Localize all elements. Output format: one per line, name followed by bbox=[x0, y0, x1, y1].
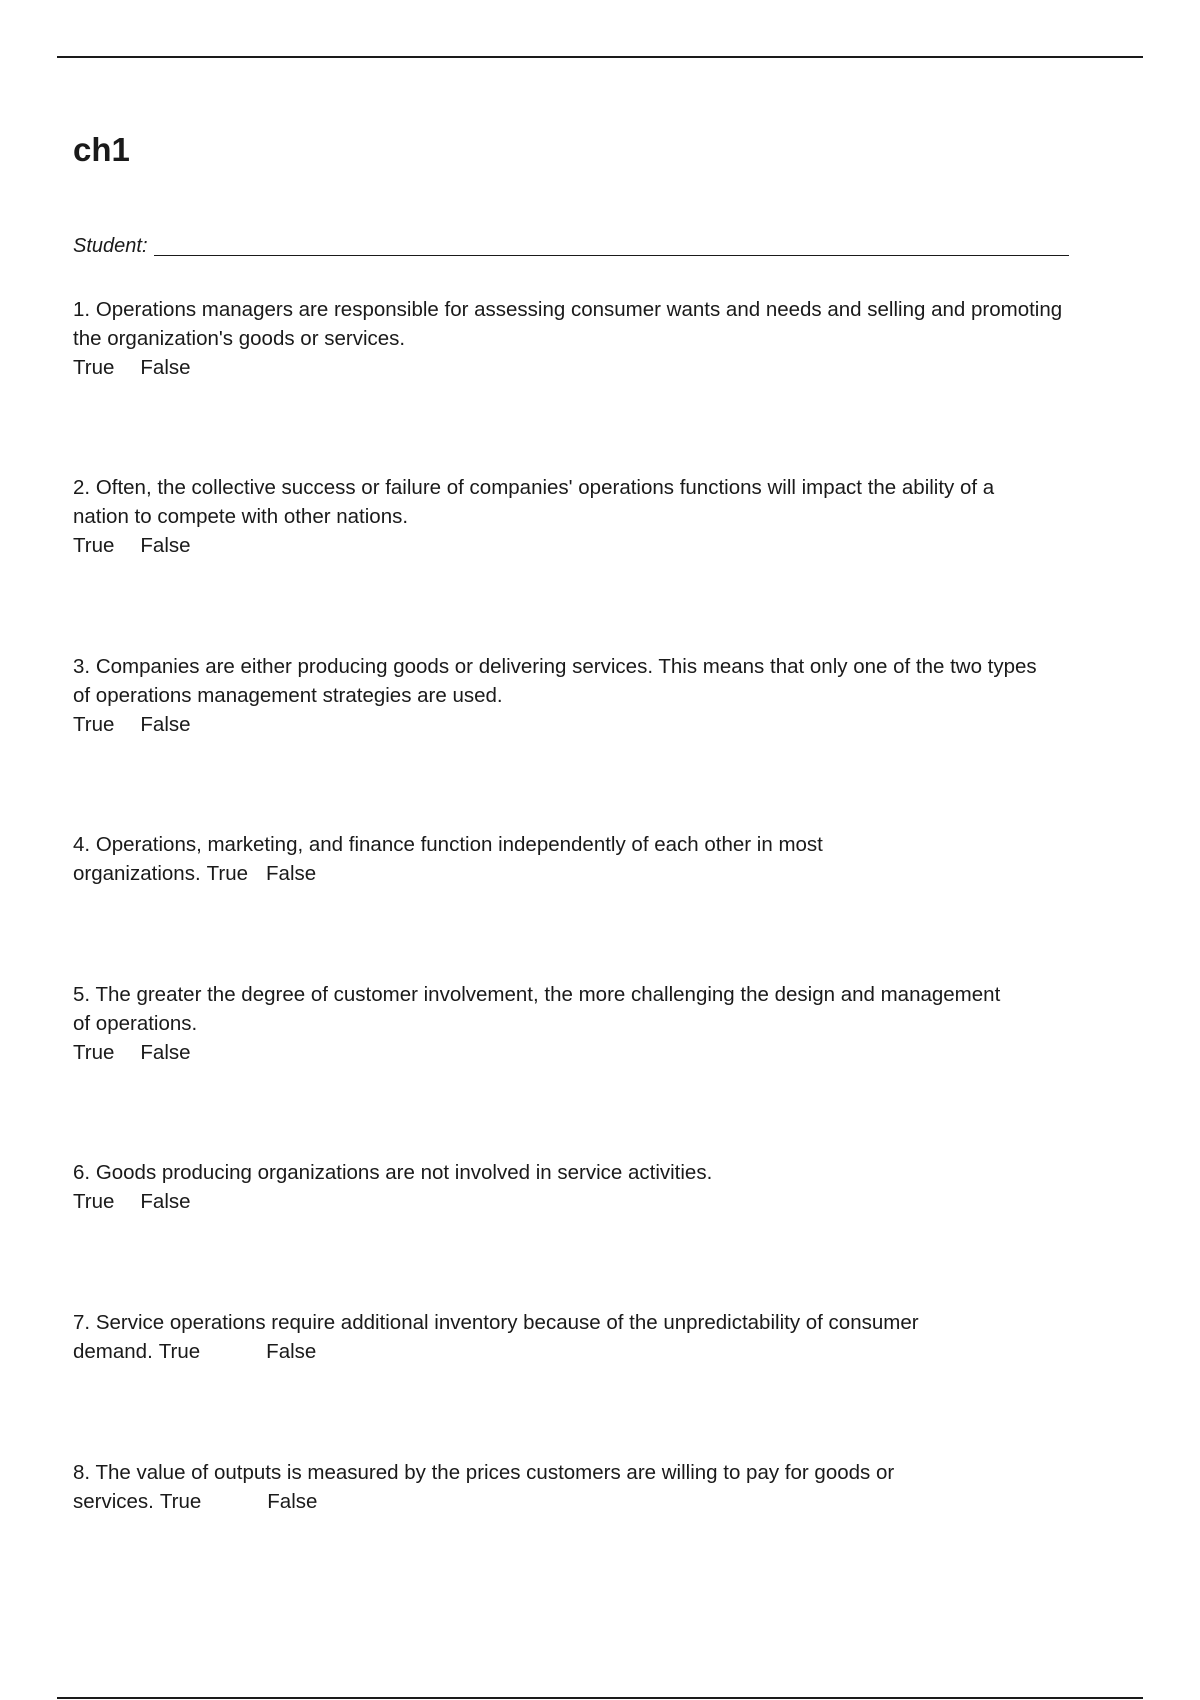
question-5-number: 5. bbox=[73, 983, 91, 1006]
question-2 bbox=[73, 473, 1131, 560]
question-8 bbox=[73, 1458, 1131, 1516]
bottom-rule bbox=[57, 1697, 1143, 1699]
question-4-line-1 bbox=[73, 830, 1131, 859]
question-5-line-1 bbox=[73, 980, 1131, 1009]
question-7-line-1 bbox=[73, 1308, 1131, 1337]
question-8-line-2 bbox=[73, 1487, 1131, 1516]
question-4-number: 4. bbox=[73, 833, 91, 856]
student-name-field[interactable] bbox=[73, 232, 1069, 260]
question-3 bbox=[73, 652, 1131, 739]
question-8-text-line-1: The value of outputs is measured by the prices customers are willing to pay for goods or bbox=[95, 1461, 895, 1484]
question-2-text-line-2: nation to compete with other nations. bbox=[73, 505, 409, 528]
question-2-line-1 bbox=[73, 473, 1131, 502]
question-4 bbox=[73, 830, 1131, 888]
question-8-line-1 bbox=[73, 1458, 1131, 1487]
question-1-true-option[interactable]: True bbox=[73, 356, 115, 379]
question-7-number: 7. bbox=[73, 1311, 91, 1334]
question-7-false-option[interactable]: False bbox=[266, 1340, 317, 1363]
question-1-false-option[interactable]: False bbox=[140, 356, 191, 379]
question-3-text-line-1: Companies are either producing goods or delivering services. This means that only one of the two types bbox=[95, 655, 1037, 678]
question-7-text-line-2: demand. bbox=[73, 1340, 153, 1363]
question-7 bbox=[73, 1308, 1131, 1366]
question-6-text-line-1: Goods producing organizations are not involved in service activities. bbox=[95, 1161, 713, 1184]
question-4-text-line-2: organizations. bbox=[73, 862, 201, 885]
question-4-line-2 bbox=[73, 859, 1131, 888]
document-title: ch1 bbox=[73, 131, 130, 168]
question-6-true-option[interactable]: True bbox=[73, 1190, 115, 1213]
question-5 bbox=[73, 980, 1131, 1067]
question-4-text-line-1: Operations, marketing, and finance function independently of each other in most bbox=[95, 833, 823, 856]
question-6-false-option[interactable]: False bbox=[140, 1190, 191, 1213]
question-8-text-line-2: services. bbox=[73, 1490, 154, 1513]
question-1-text-line-1: Operations managers are responsible for assessing consumer wants and needs and selling and promoting bbox=[95, 298, 1063, 321]
question-4-true-option[interactable]: True bbox=[206, 862, 249, 885]
top-rule bbox=[57, 56, 1143, 58]
question-3-true-option[interactable]: True bbox=[73, 713, 115, 736]
question-3-text-line-2: of operations management strategies are used. bbox=[73, 684, 503, 707]
question-2-false-option[interactable]: False bbox=[140, 534, 191, 557]
question-5-true-option[interactable]: True bbox=[73, 1041, 115, 1064]
question-6-number: 6. bbox=[73, 1161, 91, 1184]
question-8-true-option[interactable]: True bbox=[159, 1490, 202, 1513]
question-2-options bbox=[73, 531, 1131, 560]
question-1-options bbox=[73, 353, 1131, 382]
question-5-false-option[interactable]: False bbox=[140, 1041, 191, 1064]
question-8-false-option[interactable]: False bbox=[267, 1490, 318, 1513]
question-5-options bbox=[73, 1038, 1131, 1067]
student-name-line[interactable] bbox=[154, 255, 1069, 256]
question-1-line-1 bbox=[73, 295, 1131, 324]
question-3-number: 3. bbox=[73, 655, 91, 678]
question-5-text-line-2: of operations. bbox=[73, 1012, 198, 1035]
question-8-number: 8. bbox=[73, 1461, 91, 1484]
question-4-false-option[interactable]: False bbox=[266, 862, 317, 885]
question-7-line-2 bbox=[73, 1337, 1131, 1366]
question-1 bbox=[73, 295, 1131, 382]
question-6 bbox=[73, 1158, 1131, 1216]
question-3-line-1 bbox=[73, 652, 1131, 681]
question-6-line-1 bbox=[73, 1158, 1131, 1187]
question-2-number: 2. bbox=[73, 476, 91, 499]
question-2-text-line-1: Often, the collective success or failure of companies' operations functions will impact the ability of a bbox=[95, 476, 995, 499]
question-2-true-option[interactable]: True bbox=[73, 534, 115, 557]
question-6-options bbox=[73, 1187, 1131, 1216]
question-3-false-option[interactable]: False bbox=[140, 713, 191, 736]
student-label: Student: bbox=[73, 235, 148, 257]
question-1-text-line-2: the organization's goods or services. bbox=[73, 327, 406, 350]
question-3-options bbox=[73, 710, 1131, 739]
question-1-number: 1. bbox=[73, 298, 91, 321]
question-5-text-line-1: The greater the degree of customer involvement, the more challenging the design and management bbox=[95, 983, 1001, 1006]
question-7-text-line-1: Service operations require additional inventory because of the unpredictability of consumer bbox=[95, 1311, 919, 1334]
question-7-true-option[interactable]: True bbox=[158, 1340, 201, 1363]
